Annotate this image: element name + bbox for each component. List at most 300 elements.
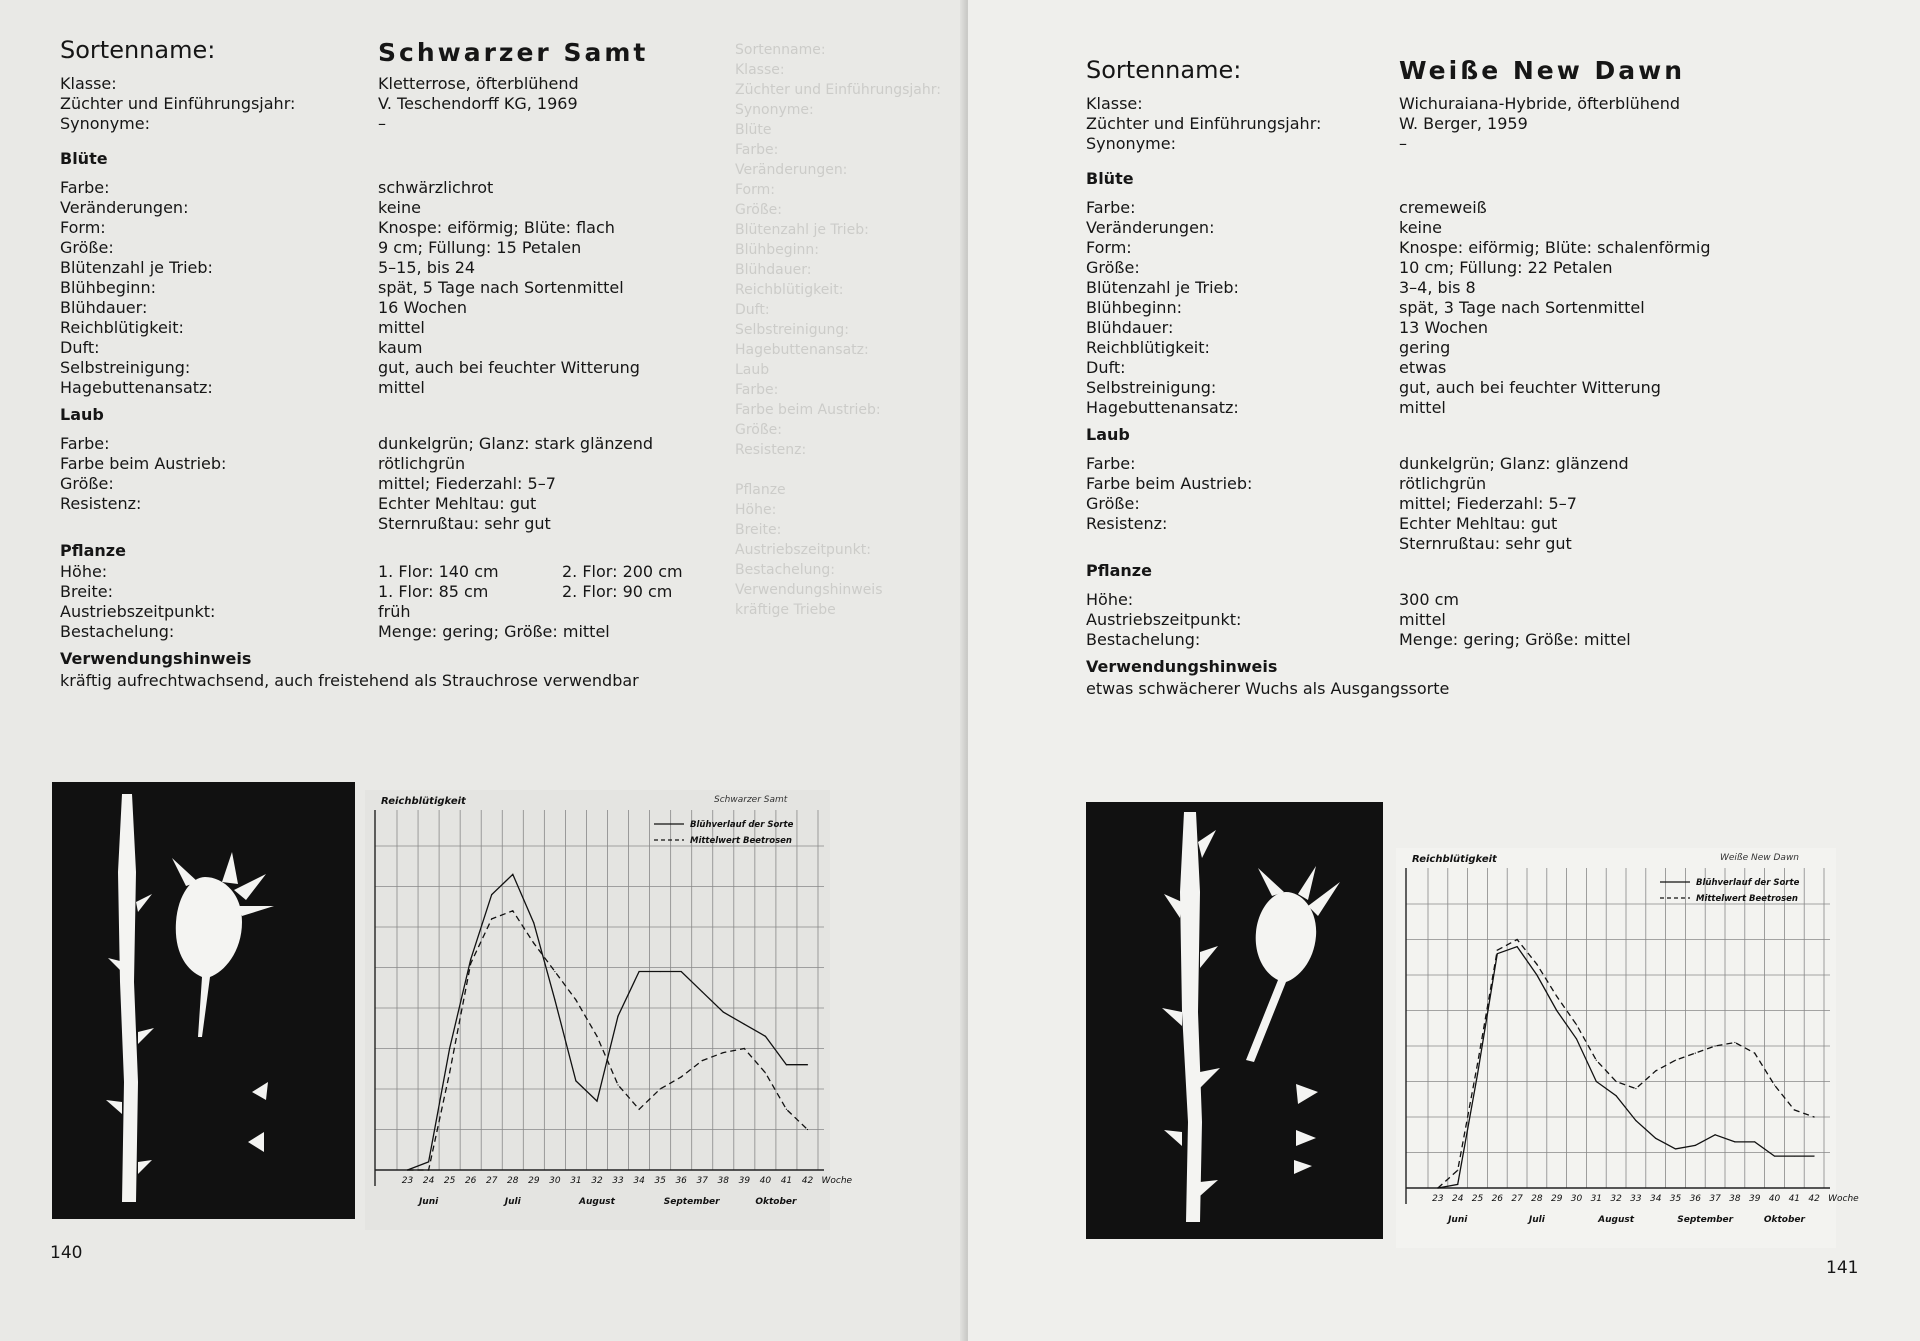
- series-point-mittelwert: [470, 963, 471, 964]
- series-point-mittelwert: [1576, 1024, 1577, 1025]
- bleed-through-line: Farbe beim Austrieb:: [735, 402, 881, 418]
- series-point-mittelwert: [807, 1129, 808, 1130]
- month-label: Juni: [1448, 1215, 1468, 1225]
- week-word-label: Woche: [821, 1176, 853, 1186]
- field-value: Echter Mehltau: gut: [1399, 514, 1558, 533]
- field-row: [60, 434, 760, 454]
- series-point-mittelwert: [1754, 1053, 1755, 1054]
- page-number: 140: [50, 1243, 83, 1263]
- field-label: Farbe:: [60, 434, 110, 453]
- field-label: Blühdauer:: [1086, 318, 1174, 337]
- page-number: 141: [1826, 1258, 1859, 1278]
- series-point-mittelwert: [1517, 939, 1518, 940]
- bleed-through-line: Farbe:: [735, 382, 779, 398]
- field-label: Züchter und Einführungsjahr:: [60, 94, 296, 113]
- week-tick-label: 39: [738, 1176, 751, 1186]
- bleed-through-line: Farbe:: [735, 142, 779, 158]
- week-tick-label: 26: [1491, 1194, 1504, 1204]
- series-point-mittelwert: [1477, 1063, 1478, 1064]
- month-label: Oktober: [1763, 1215, 1805, 1225]
- series-point-sorte: [554, 999, 555, 1000]
- series-point-sorte: [1715, 1134, 1716, 1135]
- series-point-mittelwert: [491, 918, 492, 919]
- week-tick-label: 38: [717, 1176, 730, 1186]
- series-point-sorte: [1734, 1141, 1735, 1142]
- series-point-sorte: [428, 1161, 429, 1162]
- rose-hip-silhouette-icon: [1086, 802, 1383, 1239]
- field-row: [1086, 630, 1846, 650]
- week-tick-label: 34: [1649, 1194, 1662, 1204]
- series-point-sorte: [1655, 1138, 1656, 1139]
- field-value: mittel: [378, 318, 425, 337]
- bleed-through-line: Resistenz:: [735, 442, 807, 458]
- field-row: [60, 114, 760, 134]
- series-point-sorte: [681, 971, 682, 972]
- bleed-through-line: Züchter und Einführungsjahr:: [735, 82, 941, 98]
- series-point-sorte: [744, 1024, 745, 1025]
- variety-sheet-right: [1086, 56, 1846, 700]
- month-label: September: [663, 1197, 720, 1207]
- field-label: Höhe:: [60, 562, 108, 581]
- usage-note: etwas schwächerer Wuchs als Ausgangssorte: [1086, 679, 1450, 698]
- series-point-mittelwert: [1734, 1042, 1735, 1043]
- field-row: [1086, 198, 1846, 218]
- series-point-mittelwert: [786, 1109, 787, 1110]
- right-page: [968, 0, 1920, 1341]
- field-value: schwärzlichrot: [378, 178, 494, 197]
- bleed-through-line: Hagebuttenansatz:: [735, 342, 869, 358]
- series-point-mittelwert: [1596, 1060, 1597, 1061]
- field-label: Farbe:: [1086, 454, 1136, 473]
- series-point-sorte: [533, 922, 534, 923]
- bleed-through-line: Veränderungen:: [735, 162, 848, 178]
- week-tick-label: 37: [696, 1176, 708, 1186]
- field-value: gut, auch bei feuchter Witterung: [378, 358, 640, 377]
- field-row: [60, 602, 760, 622]
- series-point-mittelwert: [512, 910, 513, 911]
- field-value: keine: [1399, 218, 1442, 237]
- week-tick-label: 42: [1808, 1194, 1820, 1204]
- field-value: früh: [378, 602, 411, 621]
- series-point-sorte: [1536, 974, 1537, 975]
- bloom-chart-right: [1396, 848, 1859, 1248]
- week-tick-label: 26: [464, 1176, 477, 1186]
- bleed-through-line: Blüte: [735, 122, 772, 138]
- series-point-mittelwert: [575, 999, 576, 1000]
- field-row: [1086, 398, 1846, 418]
- field-value-second: 2. Flor: 200 cm: [562, 562, 683, 581]
- series-point-mittelwert: [1616, 1081, 1617, 1082]
- week-tick-label: 34: [633, 1176, 645, 1186]
- field-row: [60, 74, 760, 94]
- field-label: Hagebuttenansatz:: [1086, 398, 1239, 417]
- section-verwendungshinweis: Verwendungshinweis: [1086, 657, 1278, 676]
- series-point-sorte: [1695, 1145, 1696, 1146]
- field-label: Farbe beim Austrieb:: [1086, 474, 1253, 493]
- bleed-through-line: Austriebszeitpunkt:: [735, 542, 871, 558]
- field-row: [1086, 114, 1846, 134]
- bleed-through-line: Breite:: [735, 522, 782, 538]
- week-tick-label: 40: [759, 1176, 772, 1186]
- field-row: [1086, 94, 1846, 114]
- series-point-mittelwert: [428, 1169, 429, 1170]
- series-point-mittelwert: [617, 1084, 618, 1085]
- field-row: [1086, 454, 1846, 474]
- field-row: [1086, 590, 1846, 610]
- section-pflanze: Pflanze: [1086, 561, 1152, 580]
- series-point-mittelwert: [1497, 950, 1498, 951]
- field-row: [60, 218, 760, 238]
- field-label: Synonyme:: [1086, 134, 1176, 153]
- series-point-mittelwert: [638, 1109, 639, 1110]
- series-point-sorte: [1774, 1155, 1775, 1156]
- chart-title: Weiße New Dawn: [1720, 853, 1800, 863]
- legend-solid-label: Blühverlauf der Sorte: [690, 820, 794, 830]
- field-label: Klasse:: [1086, 94, 1143, 113]
- rose-hip-silhouette-icon: [52, 782, 355, 1219]
- field-value: gut, auch bei feuchter Witterung: [1399, 378, 1661, 397]
- series-point-sorte: [786, 1064, 787, 1065]
- series-point-sorte: [1814, 1155, 1815, 1156]
- field-value: dunkelgrün; Glanz: stark glänzend: [378, 434, 654, 453]
- field-value: V. Teschendorff KG, 1969: [378, 94, 578, 113]
- field-label: Reichblütigkeit:: [1086, 338, 1210, 357]
- series-point-sorte: [1477, 1074, 1478, 1075]
- series-point-sorte: [596, 1101, 597, 1102]
- section-verwendungshinweis: Verwendungshinweis: [60, 649, 252, 668]
- series-point-sorte: [1576, 1038, 1577, 1039]
- week-tick-label: 32: [1610, 1194, 1622, 1204]
- section-pflanze: Pflanze: [60, 541, 126, 560]
- week-tick-label: 30: [1570, 1194, 1583, 1204]
- week-tick-label: 37: [1709, 1194, 1721, 1204]
- week-tick-label: 28: [507, 1176, 519, 1186]
- bleed-through-line: Form:: [735, 182, 775, 198]
- field-value: mittel; Fiederzahl: 5–7: [1399, 494, 1577, 513]
- bleed-through-line: Bestachelung:: [735, 562, 836, 578]
- series-point-sorte: [1754, 1141, 1755, 1142]
- series-point-mittelwert: [1556, 996, 1557, 997]
- field-value: 16 Wochen: [378, 298, 468, 317]
- legend-dashed-label: Mittelwert Beetrosen: [690, 836, 792, 846]
- month-label: Juli: [504, 1197, 521, 1207]
- variety-name: Schwarzer Samt: [378, 38, 649, 67]
- series-point-mittelwert: [449, 1072, 450, 1073]
- field-row: [1086, 298, 1846, 318]
- field-value: kaum: [378, 338, 423, 357]
- field-label: Form:: [60, 218, 106, 237]
- field-value: W. Berger, 1959: [1399, 114, 1528, 133]
- field-value: 5–15, bis 24: [378, 258, 476, 277]
- month-label: September: [1677, 1215, 1734, 1225]
- bloom-chart-left-svg: [365, 790, 853, 1230]
- field-row: [60, 494, 760, 514]
- chart-title: Schwarzer Samt: [714, 795, 788, 805]
- field-label: Farbe:: [1086, 198, 1136, 217]
- field-label: Resistenz:: [1086, 514, 1168, 533]
- series-point-mittelwert: [1695, 1053, 1696, 1054]
- bleed-through-line: Selbstreinigung:: [735, 322, 850, 338]
- field-row: [1086, 610, 1846, 630]
- series-point-sorte: [1635, 1120, 1636, 1121]
- series-point-mittelwert: [1814, 1116, 1815, 1117]
- series-point-sorte: [723, 1011, 724, 1012]
- series-point-sorte: [491, 894, 492, 895]
- bleed-through-line: Duft:: [735, 302, 770, 318]
- section-bluete: Blüte: [1086, 169, 1134, 188]
- month-label: August: [579, 1197, 615, 1207]
- series-point-mittelwert: [744, 1048, 745, 1049]
- week-tick-label: 31: [1590, 1194, 1603, 1204]
- field-value: spät, 5 Tage nach Sortenmittel: [378, 278, 624, 297]
- field-row: [1086, 378, 1846, 398]
- month-label: Juli: [1528, 1215, 1545, 1225]
- bleed-through-line: Sortenname:: [735, 42, 826, 58]
- week-tick-label: 33: [1630, 1194, 1642, 1204]
- week-tick-label: 42: [801, 1176, 814, 1186]
- bleed-through-line: Höhe:: [735, 502, 777, 518]
- field-label: Blütenzahl je Trieb:: [1086, 278, 1239, 297]
- field-value: 13 Wochen: [1399, 318, 1489, 337]
- field-value: Menge: gering; Größe: mittel: [1399, 630, 1631, 649]
- field-row: [60, 278, 760, 298]
- field-value: 1. Flor: 85 cm: [378, 582, 489, 601]
- bleed-through-line: Blühbeginn:: [735, 242, 819, 258]
- field-value: gering: [1399, 338, 1451, 357]
- week-tick-label: 38: [1729, 1194, 1741, 1204]
- week-tick-label: 25: [1471, 1194, 1484, 1204]
- field-label: Synonyme:: [60, 114, 150, 133]
- month-label: Oktober: [755, 1197, 797, 1207]
- series-point-sorte: [638, 971, 639, 972]
- series-point-sorte: [1794, 1155, 1795, 1156]
- field-value: etwas: [1399, 358, 1447, 377]
- field-label: Höhe:: [1086, 590, 1134, 609]
- heading-row: [60, 36, 760, 74]
- section-laub: Laub: [1086, 425, 1130, 444]
- y-axis-label: Reichblütigkeit: [381, 796, 466, 807]
- field-label: Größe:: [1086, 494, 1140, 513]
- series-point-sorte: [1556, 1010, 1557, 1011]
- series-point-sorte: [1616, 1095, 1617, 1096]
- bleed-through-line: Blühdauer:: [735, 262, 812, 278]
- field-row: [60, 474, 760, 494]
- section-bluete: Blüte: [60, 149, 108, 168]
- field-row: [1086, 514, 1846, 534]
- variety-name: Weiße New Dawn: [1399, 56, 1686, 85]
- bleed-through-line: Reichblütigkeit:: [735, 282, 844, 298]
- field-row: [1086, 218, 1846, 238]
- field-label: Bestachelung:: [1086, 630, 1201, 649]
- field-row: [1086, 238, 1846, 258]
- series-point-mittelwert: [660, 1088, 661, 1089]
- field-row: [1086, 318, 1846, 338]
- field-label: Klasse:: [60, 74, 117, 93]
- series-point-sorte: [1675, 1148, 1676, 1149]
- week-tick-label: 33: [612, 1176, 624, 1186]
- bleed-through-line: Größe:: [735, 422, 783, 438]
- field-row: [1086, 474, 1846, 494]
- series-point-mittelwert: [533, 943, 534, 944]
- series-point-mittelwert: [765, 1072, 766, 1073]
- field-row: [60, 258, 760, 278]
- week-tick-label: 29: [528, 1176, 540, 1186]
- bleed-through-line: kräftige Triebe: [735, 602, 836, 618]
- field-label: Blühbeginn:: [60, 278, 156, 297]
- series-point-sorte: [512, 874, 513, 875]
- series-point-sorte: [702, 991, 703, 992]
- field-label: Selbstreinigung:: [60, 358, 191, 377]
- variety-label: Sortenname:: [1086, 56, 1242, 84]
- field-value: 1. Flor: 140 cm: [378, 562, 499, 581]
- field-row: [60, 338, 760, 358]
- field-row: [1086, 358, 1846, 378]
- y-axis-label: Reichblütigkeit: [1412, 854, 1497, 865]
- field-value: Knospe: eiförmig; Blüte: flach: [378, 218, 615, 237]
- field-label: Selbstreinigung:: [1086, 378, 1217, 397]
- field-label: Hagebuttenansatz:: [60, 378, 213, 397]
- series-point-mittelwert: [681, 1076, 682, 1077]
- field-value: Wichuraiana-Hybride, öfterblühend: [1399, 94, 1681, 113]
- week-tick-label: 40: [1768, 1194, 1781, 1204]
- field-row: [60, 454, 760, 474]
- week-tick-label: 31: [570, 1176, 582, 1186]
- hip-thorn-photo: [52, 782, 355, 1219]
- week-tick-label: 27: [1511, 1194, 1523, 1204]
- series-point-mittelwert: [596, 1036, 597, 1037]
- month-label: August: [1598, 1215, 1635, 1225]
- field-label: Duft:: [1086, 358, 1126, 377]
- field-label: Bestachelung:: [60, 622, 175, 641]
- bleed-through-line: Verwendungshinweis: [735, 582, 883, 598]
- field-label: Veränderungen:: [1086, 218, 1215, 237]
- field-label: Farbe:: [60, 178, 110, 197]
- field-row: [60, 562, 760, 582]
- field-row: [60, 298, 760, 318]
- series-point-mittelwert: [723, 1052, 724, 1053]
- week-tick-label: 32: [591, 1176, 603, 1186]
- heading-row: [1086, 56, 1846, 94]
- week-tick-label: 30: [549, 1176, 561, 1186]
- bleed-through-line: Größe:: [735, 202, 783, 218]
- field-value: rötlichgrün: [378, 454, 466, 473]
- series-point-sorte: [1497, 953, 1498, 954]
- bloom-chart-right-svg: [1396, 848, 1859, 1248]
- field-value: mittel: [1399, 610, 1446, 629]
- field-value: Sternrußtau: sehr gut: [378, 514, 551, 533]
- field-value: mittel: [1399, 398, 1446, 417]
- field-label: Duft:: [60, 338, 100, 357]
- week-tick-label: 28: [1531, 1194, 1543, 1204]
- field-label: Austriebszeitpunkt:: [60, 602, 216, 621]
- chart-background: [365, 790, 830, 1230]
- bleed-through-line: Synonyme:: [735, 102, 814, 118]
- field-value: Menge: gering; Größe: mittel: [378, 622, 610, 641]
- field-row: [60, 198, 760, 218]
- field-label: Blühdauer:: [60, 298, 148, 317]
- field-label: Form:: [1086, 238, 1132, 257]
- week-tick-label: 24: [1451, 1194, 1464, 1204]
- field-value: Echter Mehltau: gut: [378, 494, 537, 513]
- series-point-mittelwert: [1437, 1187, 1438, 1188]
- field-value: cremeweiß: [1399, 198, 1487, 217]
- week-tick-label: 36: [1689, 1194, 1702, 1204]
- bloom-chart-left: [365, 790, 853, 1230]
- field-row: [60, 514, 760, 534]
- week-tick-label: 23: [1432, 1194, 1444, 1204]
- week-tick-label: 23: [401, 1176, 414, 1186]
- series-point-sorte: [1457, 1184, 1458, 1185]
- field-value: 300 cm: [1399, 590, 1460, 609]
- field-value: Kletterrose, öfterblühend: [378, 74, 579, 93]
- field-value-second: 2. Flor: 90 cm: [562, 582, 673, 601]
- field-value: –: [378, 114, 386, 133]
- series-point-sorte: [470, 959, 471, 960]
- field-row: [60, 318, 760, 338]
- legend-dashed-label: Mittelwert Beetrosen: [1696, 894, 1798, 904]
- variety-sheet-left: [60, 36, 760, 692]
- week-tick-label: 27: [485, 1176, 498, 1186]
- month-label: Juni: [418, 1197, 439, 1207]
- usage-note: kräftig aufrechtwachsend, auch freistehend als Strauchrose verwendbar: [60, 671, 639, 690]
- legend-solid-label: Blühverlauf der Sorte: [1696, 878, 1800, 888]
- field-row: [60, 582, 760, 602]
- series-point-sorte: [449, 1048, 450, 1049]
- field-value: dunkelgrün; Glanz: glänzend: [1399, 454, 1629, 473]
- field-row: [60, 622, 760, 642]
- bleed-through-line: [735, 460, 965, 480]
- field-label: Farbe beim Austrieb:: [60, 454, 227, 473]
- field-label: Größe:: [1086, 258, 1140, 277]
- field-row: [1086, 278, 1846, 298]
- series-point-sorte: [807, 1064, 808, 1065]
- series-point-mittelwert: [407, 1169, 408, 1170]
- field-label: Resistenz:: [60, 494, 142, 513]
- field-value: spät, 3 Tage nach Sortenmittel: [1399, 298, 1645, 317]
- series-point-mittelwert: [1635, 1088, 1636, 1089]
- field-row: [60, 238, 760, 258]
- bleed-through-line: Klasse:: [735, 62, 785, 78]
- bleed-through-text: [735, 40, 965, 620]
- field-row: [60, 358, 760, 378]
- field-row: [60, 94, 760, 114]
- series-point-mittelwert: [702, 1060, 703, 1061]
- series-point-mittelwert: [1794, 1109, 1795, 1110]
- field-label: Veränderungen:: [60, 198, 189, 217]
- week-tick-label: 24: [422, 1176, 435, 1186]
- series-point-mittelwert: [1655, 1070, 1656, 1071]
- field-row: [60, 378, 760, 398]
- series-point-mittelwert: [1774, 1084, 1775, 1085]
- field-value: Sternrußtau: sehr gut: [1399, 534, 1572, 553]
- field-value: 9 cm; Füllung: 15 Petalen: [378, 238, 582, 257]
- field-label: Breite:: [60, 582, 113, 601]
- field-value: 3–4, bis 8: [1399, 278, 1476, 297]
- field-value: rötlichgrün: [1399, 474, 1487, 493]
- week-tick-label: 35: [1669, 1194, 1682, 1204]
- field-row: [1086, 494, 1846, 514]
- series-point-sorte: [1517, 946, 1518, 947]
- variety-label: Sortenname:: [60, 36, 216, 64]
- field-row: [1086, 534, 1846, 554]
- week-tick-label: 25: [443, 1176, 456, 1186]
- series-point-mittelwert: [1715, 1045, 1716, 1046]
- field-row: [1086, 338, 1846, 358]
- series-point-sorte: [1596, 1081, 1597, 1082]
- series-point-mittelwert: [1536, 964, 1537, 965]
- section-laub: Laub: [60, 405, 104, 424]
- field-label: Reichblütigkeit:: [60, 318, 184, 337]
